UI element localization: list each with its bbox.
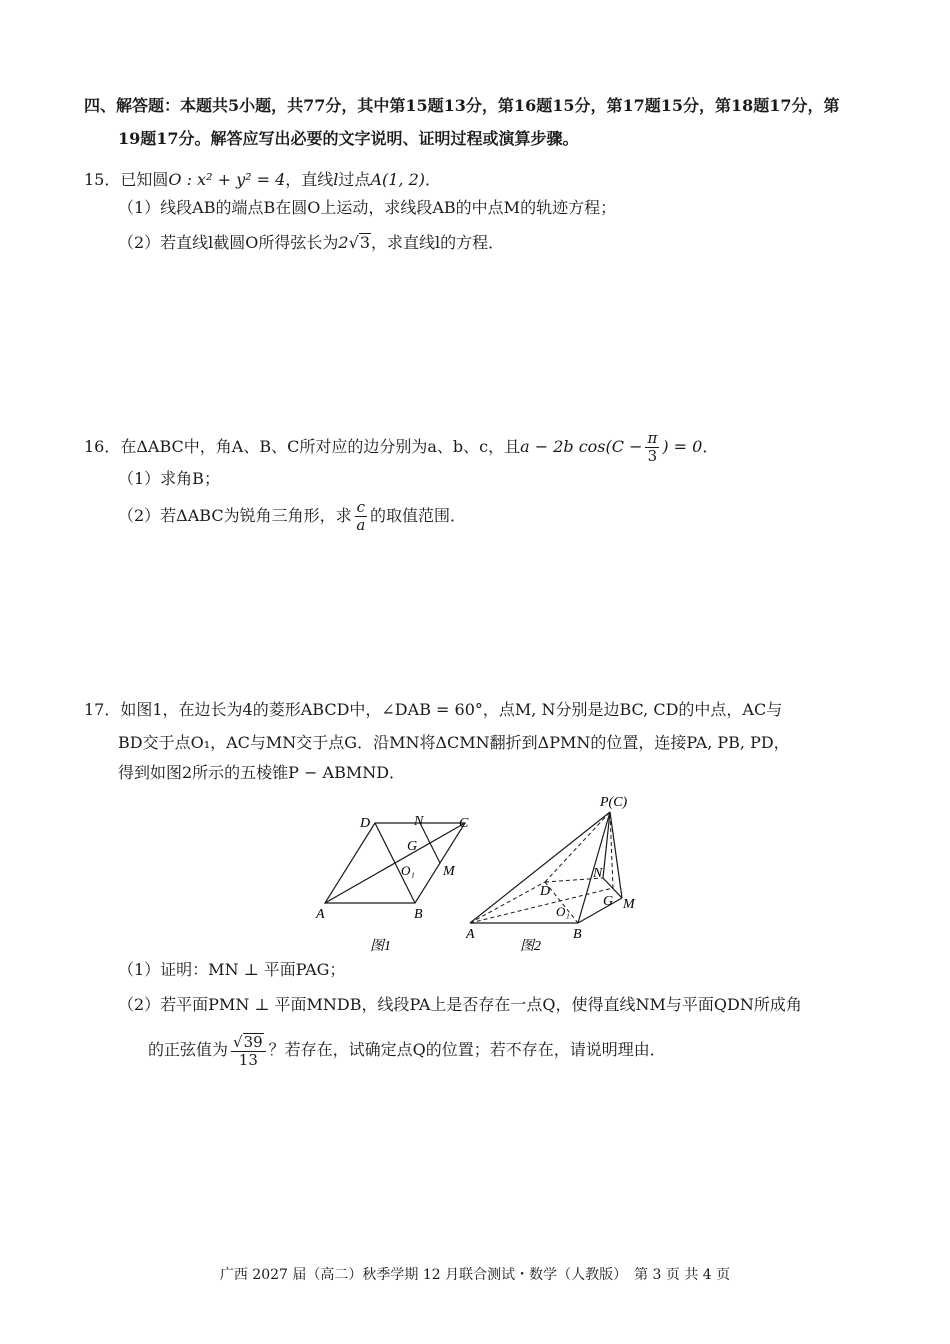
fig1-label-b: B bbox=[414, 907, 423, 922]
q16-part1: （1）求角B； bbox=[118, 469, 220, 488]
fig2-label-g: G bbox=[603, 894, 614, 909]
q17-part1: （1）证明：MN ⊥ 平面PAG； bbox=[118, 960, 346, 979]
fig2-label-d: D bbox=[540, 884, 551, 899]
fig1-segment-mn bbox=[420, 823, 440, 863]
figure-2 bbox=[460, 790, 660, 965]
fig2-label-o1: O₁ bbox=[556, 904, 570, 919]
q17-stem-line1: 17．如图1，在边长为4的菱形ABCD中，∠DAB = 60°，点M, N分别是边BC, CD的中点，AC与 bbox=[84, 700, 783, 719]
fig2-edge-pm bbox=[610, 812, 622, 898]
fig1-label-c: C bbox=[459, 816, 469, 831]
q17-part2-line2: 的正弦值为 $\frac{√39}{13}$ ？若存在，试确定点Q的位置；若不存在，请说明理由． bbox=[148, 1032, 666, 1069]
q16-stem: 16．在ΔABC中，角A、B、C所对应的边分别为a、b、c，且a − 2b cos(C − $\frac{\pi}{3}$ ) = 0． bbox=[84, 429, 719, 465]
fig1-label-g: G bbox=[407, 839, 418, 854]
fig2-edge-ad bbox=[470, 882, 545, 923]
q15-part1: （1）线段AB的端点B在圆O上运动，求线段AB的中点M的轨迹方程； bbox=[118, 198, 617, 217]
fig2-label-a: A bbox=[466, 927, 475, 942]
section-heading: 四、解答题：本题共5小题，共77分，其中第15题13分，第16题15分，第17题15分，第18题17分，第 bbox=[84, 96, 840, 115]
page-footer: 广西 2027 届（高二）秋季学期 12 月联合测试・数学（人教版） 第 3 页 共 4 页 bbox=[219, 1267, 731, 1283]
q15-stem: 15．已知圆O : x² + y² = 4，直线l过点A(1, 2)． bbox=[84, 170, 442, 189]
q17-stem-line2: BD交于点O₁，AC与MN交于点G．沿MN将ΔCMN翻折到ΔPMN的位置，连接PA, PB, PD， bbox=[118, 733, 790, 752]
fig2-caption: 图2 bbox=[520, 939, 541, 954]
fig1-caption: 图1 bbox=[370, 939, 391, 954]
q17-part2-line1: （2）若平面PMN ⊥ 平面MNDB，线段PA上是否存在一点Q，使得直线NM与平面QDN所成角 bbox=[118, 995, 802, 1014]
fig1-label-o1: O₁ bbox=[401, 863, 415, 878]
fig2-label-p: P(C) bbox=[600, 795, 628, 810]
q15-part2: （2）若直线l截圆O所得弦长为2√3，求直线l的方程． bbox=[118, 233, 505, 252]
fig2-label-b: B bbox=[573, 927, 582, 942]
fig1-label-m: M bbox=[443, 864, 455, 879]
fig2-label-n: N bbox=[593, 866, 603, 881]
fig1-label-n: N bbox=[414, 814, 424, 829]
fig1-label-a: A bbox=[316, 907, 325, 922]
q16-part2: （2）若ΔABC为锐角三角形，求 $\frac{c}{a}$ 的取值范围． bbox=[118, 498, 467, 534]
fig1-label-d: D bbox=[360, 816, 371, 831]
figure-1 bbox=[310, 808, 480, 958]
fig2-edge-pn bbox=[603, 812, 610, 878]
section-heading-cont: 19题17分。解答应写出必要的文字说明、证明过程或演算步骤。 bbox=[118, 129, 579, 148]
fig2-label-m: M bbox=[623, 897, 635, 912]
q17-stem-line3: 得到如图2所示的五棱锥P − ABMND． bbox=[118, 763, 406, 782]
